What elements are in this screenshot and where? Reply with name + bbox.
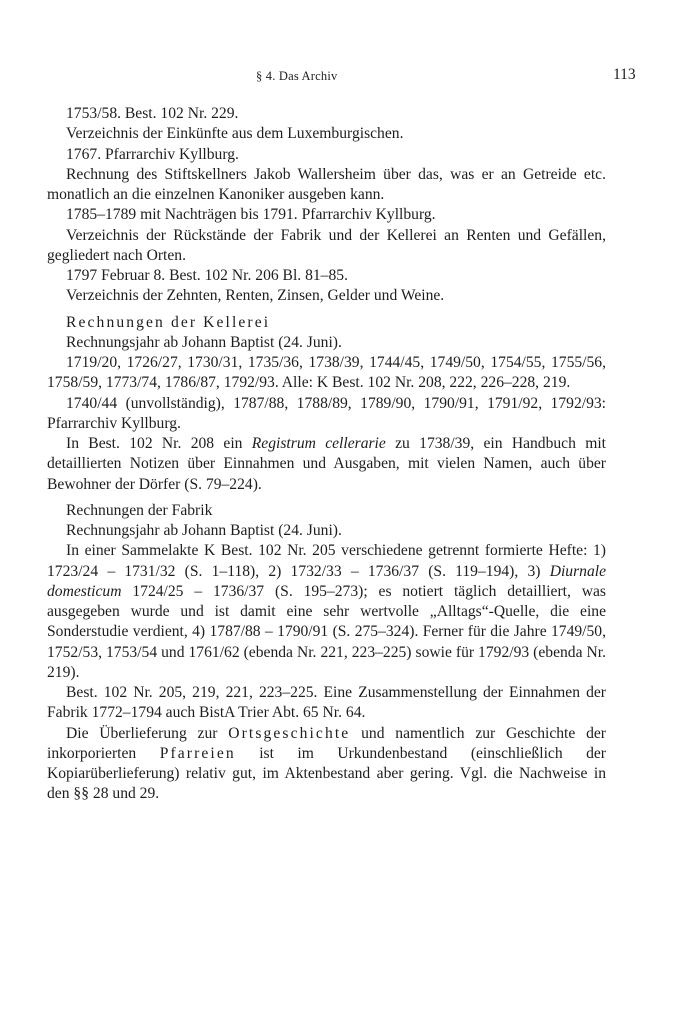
spaced-term: Pfarreien bbox=[159, 744, 236, 762]
paragraph: Verzeichnis der Rückstände der Fabrik und der Kellerei an Renten und Gefällen, gegliedert nach Orten. bbox=[47, 226, 606, 264]
italic-title: Diurnale domesticum bbox=[47, 562, 606, 600]
text-run: und namentlich zur Geschichte der inkorporierten bbox=[47, 724, 606, 762]
text-run: In Best. 102 Nr. 208 ein bbox=[66, 435, 252, 452]
section-heading: Rechnungen der Kellerei bbox=[66, 313, 271, 331]
paragraph: Rechnungsjahr ab Johann Baptist (24. Juni). bbox=[66, 522, 342, 539]
paragraph: Verzeichnis der Zehnten, Renten, Zinsen, Gelder und Weine. bbox=[66, 287, 445, 305]
paragraph: Rechnungsjahr ab Johann Baptist (24. Juni). bbox=[66, 333, 342, 351]
text-run: ist im Urkundenbestand (einschließlich der Kopiarüberlieferung) relativ gut, im Aktenbestand aber gering. Vgl. die Nachweise in den §§ 28 und 29. bbox=[47, 744, 607, 803]
paragraph: 1740/44 (unvollständig), 1787/88, 1788/89, 1789/90, 1790/91, 1791/92, 1792/93: Pfarrarchiv Kyllburg. bbox=[47, 394, 606, 432]
paragraph: 1797 Februar 8. Best. 102 Nr. 206 Bl. 81–85. bbox=[66, 267, 348, 284]
italic-title: Registrum cellerarie bbox=[251, 435, 386, 452]
paragraph: 1753/58. Best. 102 Nr. 229. bbox=[66, 105, 239, 122]
section-heading: Rechnungen der Fabrik bbox=[66, 501, 213, 519]
text-run: 1724/25 – 1736/37 (S. 195–273); es notiert täglich detailliert, was ausgegeben wurde und ist damit eine sehr wertvolle „Alltags“-Quelle, die eine Sonderstudie verdient, 4) 1787/88 – 1790/91 (S. 275–324). Ferner für die Jahre 1749/50, 1752/53, 1753/54 und 1761/62 (ebenda Nr. 221, 223–225) sowie für 1792/93 (ebenda Nr. 219). bbox=[47, 582, 606, 681]
paragraph bbox=[47, 724, 606, 805]
paragraph: 1785–1789 mit Nachträgen bis 1791. Pfarrarchiv Kyllburg. bbox=[66, 206, 436, 224]
page-number: 113 bbox=[613, 66, 636, 83]
running-head: § 4. Das Archiv bbox=[256, 69, 338, 83]
paragraph bbox=[47, 434, 606, 495]
paragraph: Verzeichnis der Einkünfte aus dem Luxemburgischen. bbox=[66, 125, 404, 143]
page-body bbox=[47, 104, 606, 805]
paragraph bbox=[47, 541, 606, 683]
text-run: In einer Sammelakte K Best. 102 Nr. 205 verschiedene getrennt formierte Hefte: 1) 1723/24 – 1731/32 (S. 1–118), 2) 1732/33 – 1736/37 (S. 119–194), 3) bbox=[47, 542, 606, 580]
spaced-term: Ortsgeschichte bbox=[228, 724, 351, 742]
paragraph: 1719/20, 1726/27, 1730/31, 1735/36, 1738/39, 1744/45, 1749/50, 1754/55, 1755/56, 1758/59, 1773/74, 1786/87, 1792/93. Alle: K Best. 102 Nr. 208, 222, 226–228, 219. bbox=[47, 354, 606, 392]
text-run: Die Überlieferung zur bbox=[66, 724, 229, 742]
text-run: zu 1738/39, ein Handbuch mit detaillierten Notizen über Einnahmen und Ausgaben, mit vielen Namen, auch über Bewohner der Dörfer (S. 79–224). bbox=[47, 435, 607, 493]
paragraph: 1767. Pfarrarchiv Kyllburg. bbox=[66, 145, 239, 163]
paragraph: Rechnung des Stiftskellners Jakob Wallersheim über das, was er an Getreide etc. monatlich an die einzelnen Kanoniker ausgeben kann. bbox=[47, 165, 606, 203]
paragraph: Best. 102 Nr. 205, 219, 221, 223–225. Eine Zusammenstellung der Einnahmen der Fabrik 1772–1794 auch BistA Trier Abt. 65 Nr. 64. bbox=[47, 684, 606, 722]
